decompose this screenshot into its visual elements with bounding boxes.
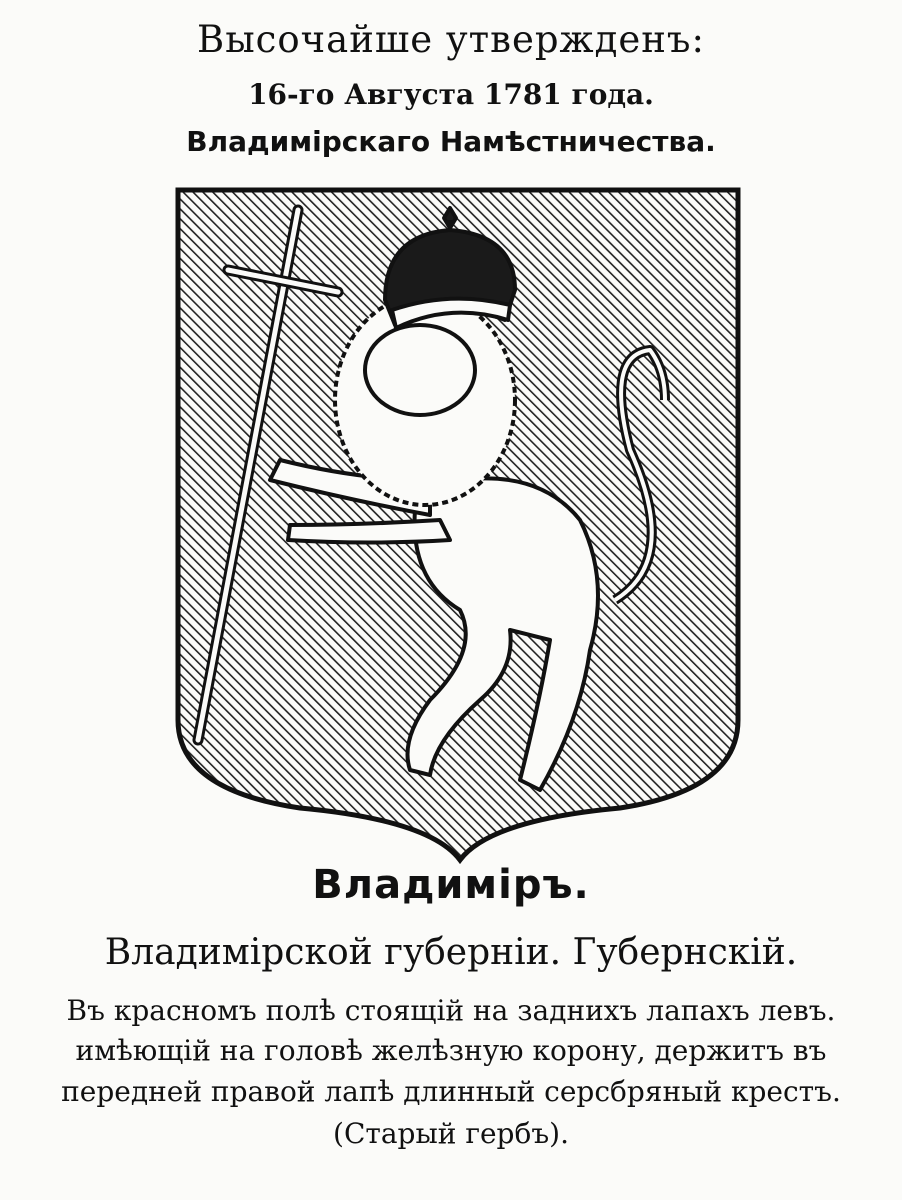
coat-of-arms-shield <box>160 180 760 870</box>
description-line: передней правой лапѣ длинный серсбряный крестъ. <box>61 1075 841 1108</box>
city-name: Владиміръ. <box>312 862 590 908</box>
approval-heading: Высочайше утвержденъ: <box>197 18 705 61</box>
approval-date: 16-го Августа 1781 года. <box>248 78 654 111</box>
description-note: (Старый гербъ). <box>333 1117 569 1150</box>
description-line: имѣющій на головѣ желѣзную корону, держитъ въ <box>75 1034 827 1067</box>
province-subtitle: Владимірской губерніи. Губернскій. <box>104 932 798 973</box>
vicegerency-title: Владимірскаго Намѣстничества. <box>186 125 716 158</box>
description-line: Въ красномъ полѣ стоящій на заднихъ лапахъ левъ. <box>66 994 836 1027</box>
